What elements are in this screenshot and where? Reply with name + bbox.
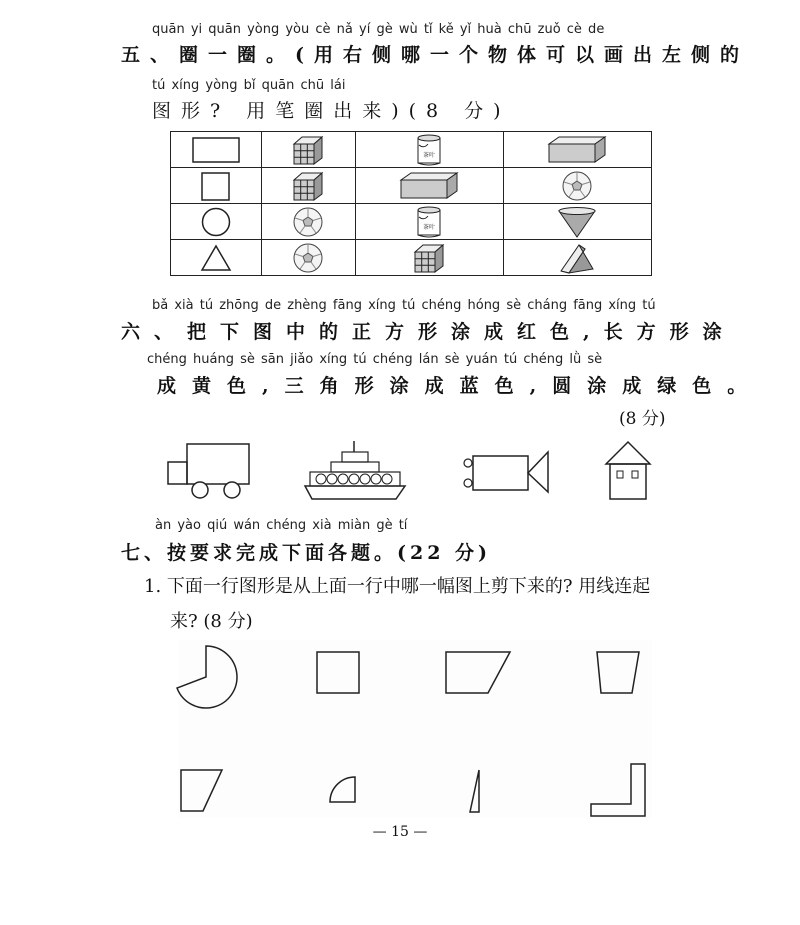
q7-sub1-line1: 1. 下面一行图形是从上面一行中哪一幅图上剪下来的? 用线连起 bbox=[144, 576, 651, 597]
q7-sub1-line2: 来? (8 分) bbox=[170, 611, 253, 632]
cuboid-box-option[interactable] bbox=[355, 168, 503, 204]
page-number: — 15 — bbox=[372, 824, 428, 840]
truck-figure[interactable] bbox=[168, 444, 249, 498]
shape-circle bbox=[171, 204, 262, 240]
shape-rectangle bbox=[171, 132, 262, 168]
soccer-ball-icon bbox=[560, 169, 594, 203]
soccer-ball-option[interactable] bbox=[503, 168, 651, 204]
tea-can-icon bbox=[414, 133, 444, 167]
q5-pinyin-line1: quān yi quān yòng yòu cè nǎ yí gè wù tǐ kě yǐ huà chū zuǒ cè de bbox=[152, 22, 605, 37]
q6-pinyin-line2: chéng huáng sè sān jiǎo xíng tú chéng lán sè yuán tú chéng lǜ sè bbox=[147, 352, 603, 367]
tea-can-icon bbox=[414, 205, 444, 239]
soccer-ball-icon bbox=[291, 205, 325, 239]
soccer-ball-option[interactable] bbox=[262, 240, 356, 276]
svg-text:茶叶: 茶叶 bbox=[423, 223, 436, 231]
q6-title: 六、把下图中的正方形涂成红色,长方形涂 bbox=[121, 321, 736, 343]
q5-shape-table bbox=[170, 131, 652, 276]
rubik-cube-option[interactable] bbox=[262, 168, 356, 204]
cuboid-box-icon bbox=[545, 134, 609, 166]
q6-title-line2: 成黄色,三角形涂成蓝色,圆涂成绿色。 bbox=[157, 375, 763, 397]
q5-pinyin-line2: tú xíng yòng bǐ quān chū lái bbox=[152, 78, 346, 93]
house-figure[interactable] bbox=[606, 442, 650, 499]
svg-text:茶叶: 茶叶 bbox=[423, 151, 436, 159]
table-row bbox=[171, 204, 652, 240]
q6-figures bbox=[160, 438, 660, 504]
shape-square bbox=[171, 168, 262, 204]
q7-title: 七、按要求完成下面各题。(22 分) bbox=[121, 542, 492, 564]
triangular-prism-option[interactable] bbox=[503, 240, 651, 276]
triangular-prism-icon bbox=[557, 241, 597, 275]
q5-title: 五、圈一圈。(用右侧哪一个物体可以画出左侧的 bbox=[121, 44, 749, 66]
rubik-cube-icon bbox=[288, 170, 328, 202]
soccer-ball-option[interactable] bbox=[262, 204, 356, 240]
table-row bbox=[171, 168, 652, 204]
rubik-cube-icon bbox=[409, 242, 449, 274]
rubik-cube-option[interactable] bbox=[262, 132, 356, 168]
soccer-ball-icon bbox=[291, 241, 325, 275]
cuboid-box-icon bbox=[397, 170, 461, 202]
cuboid-box-option[interactable] bbox=[503, 132, 651, 168]
cone-option[interactable] bbox=[503, 204, 651, 240]
table-row bbox=[171, 240, 652, 276]
q7-matching-area bbox=[170, 640, 660, 820]
q5-title-line2: 图形? 用笔圈出来)(8 分) bbox=[152, 100, 511, 122]
tea-can-option[interactable] bbox=[355, 204, 503, 240]
ship-figure[interactable] bbox=[305, 441, 405, 499]
table-row bbox=[171, 132, 652, 168]
cone-icon bbox=[555, 205, 599, 239]
rubik-cube-option[interactable] bbox=[355, 240, 503, 276]
fish-figure[interactable] bbox=[464, 452, 548, 492]
q6-points: (8 分) bbox=[619, 409, 666, 429]
shape-triangle bbox=[171, 240, 262, 276]
tea-can-option[interactable] bbox=[355, 132, 503, 168]
q7-pinyin: àn yào qiú wán chéng xià miàn gè tí bbox=[155, 518, 408, 533]
rubik-cube-icon bbox=[288, 134, 328, 166]
q6-pinyin-line1: bǎ xià tú zhōng de zhèng fāng xíng tú chéng hóng sè cháng fāng xíng tú bbox=[152, 298, 656, 313]
